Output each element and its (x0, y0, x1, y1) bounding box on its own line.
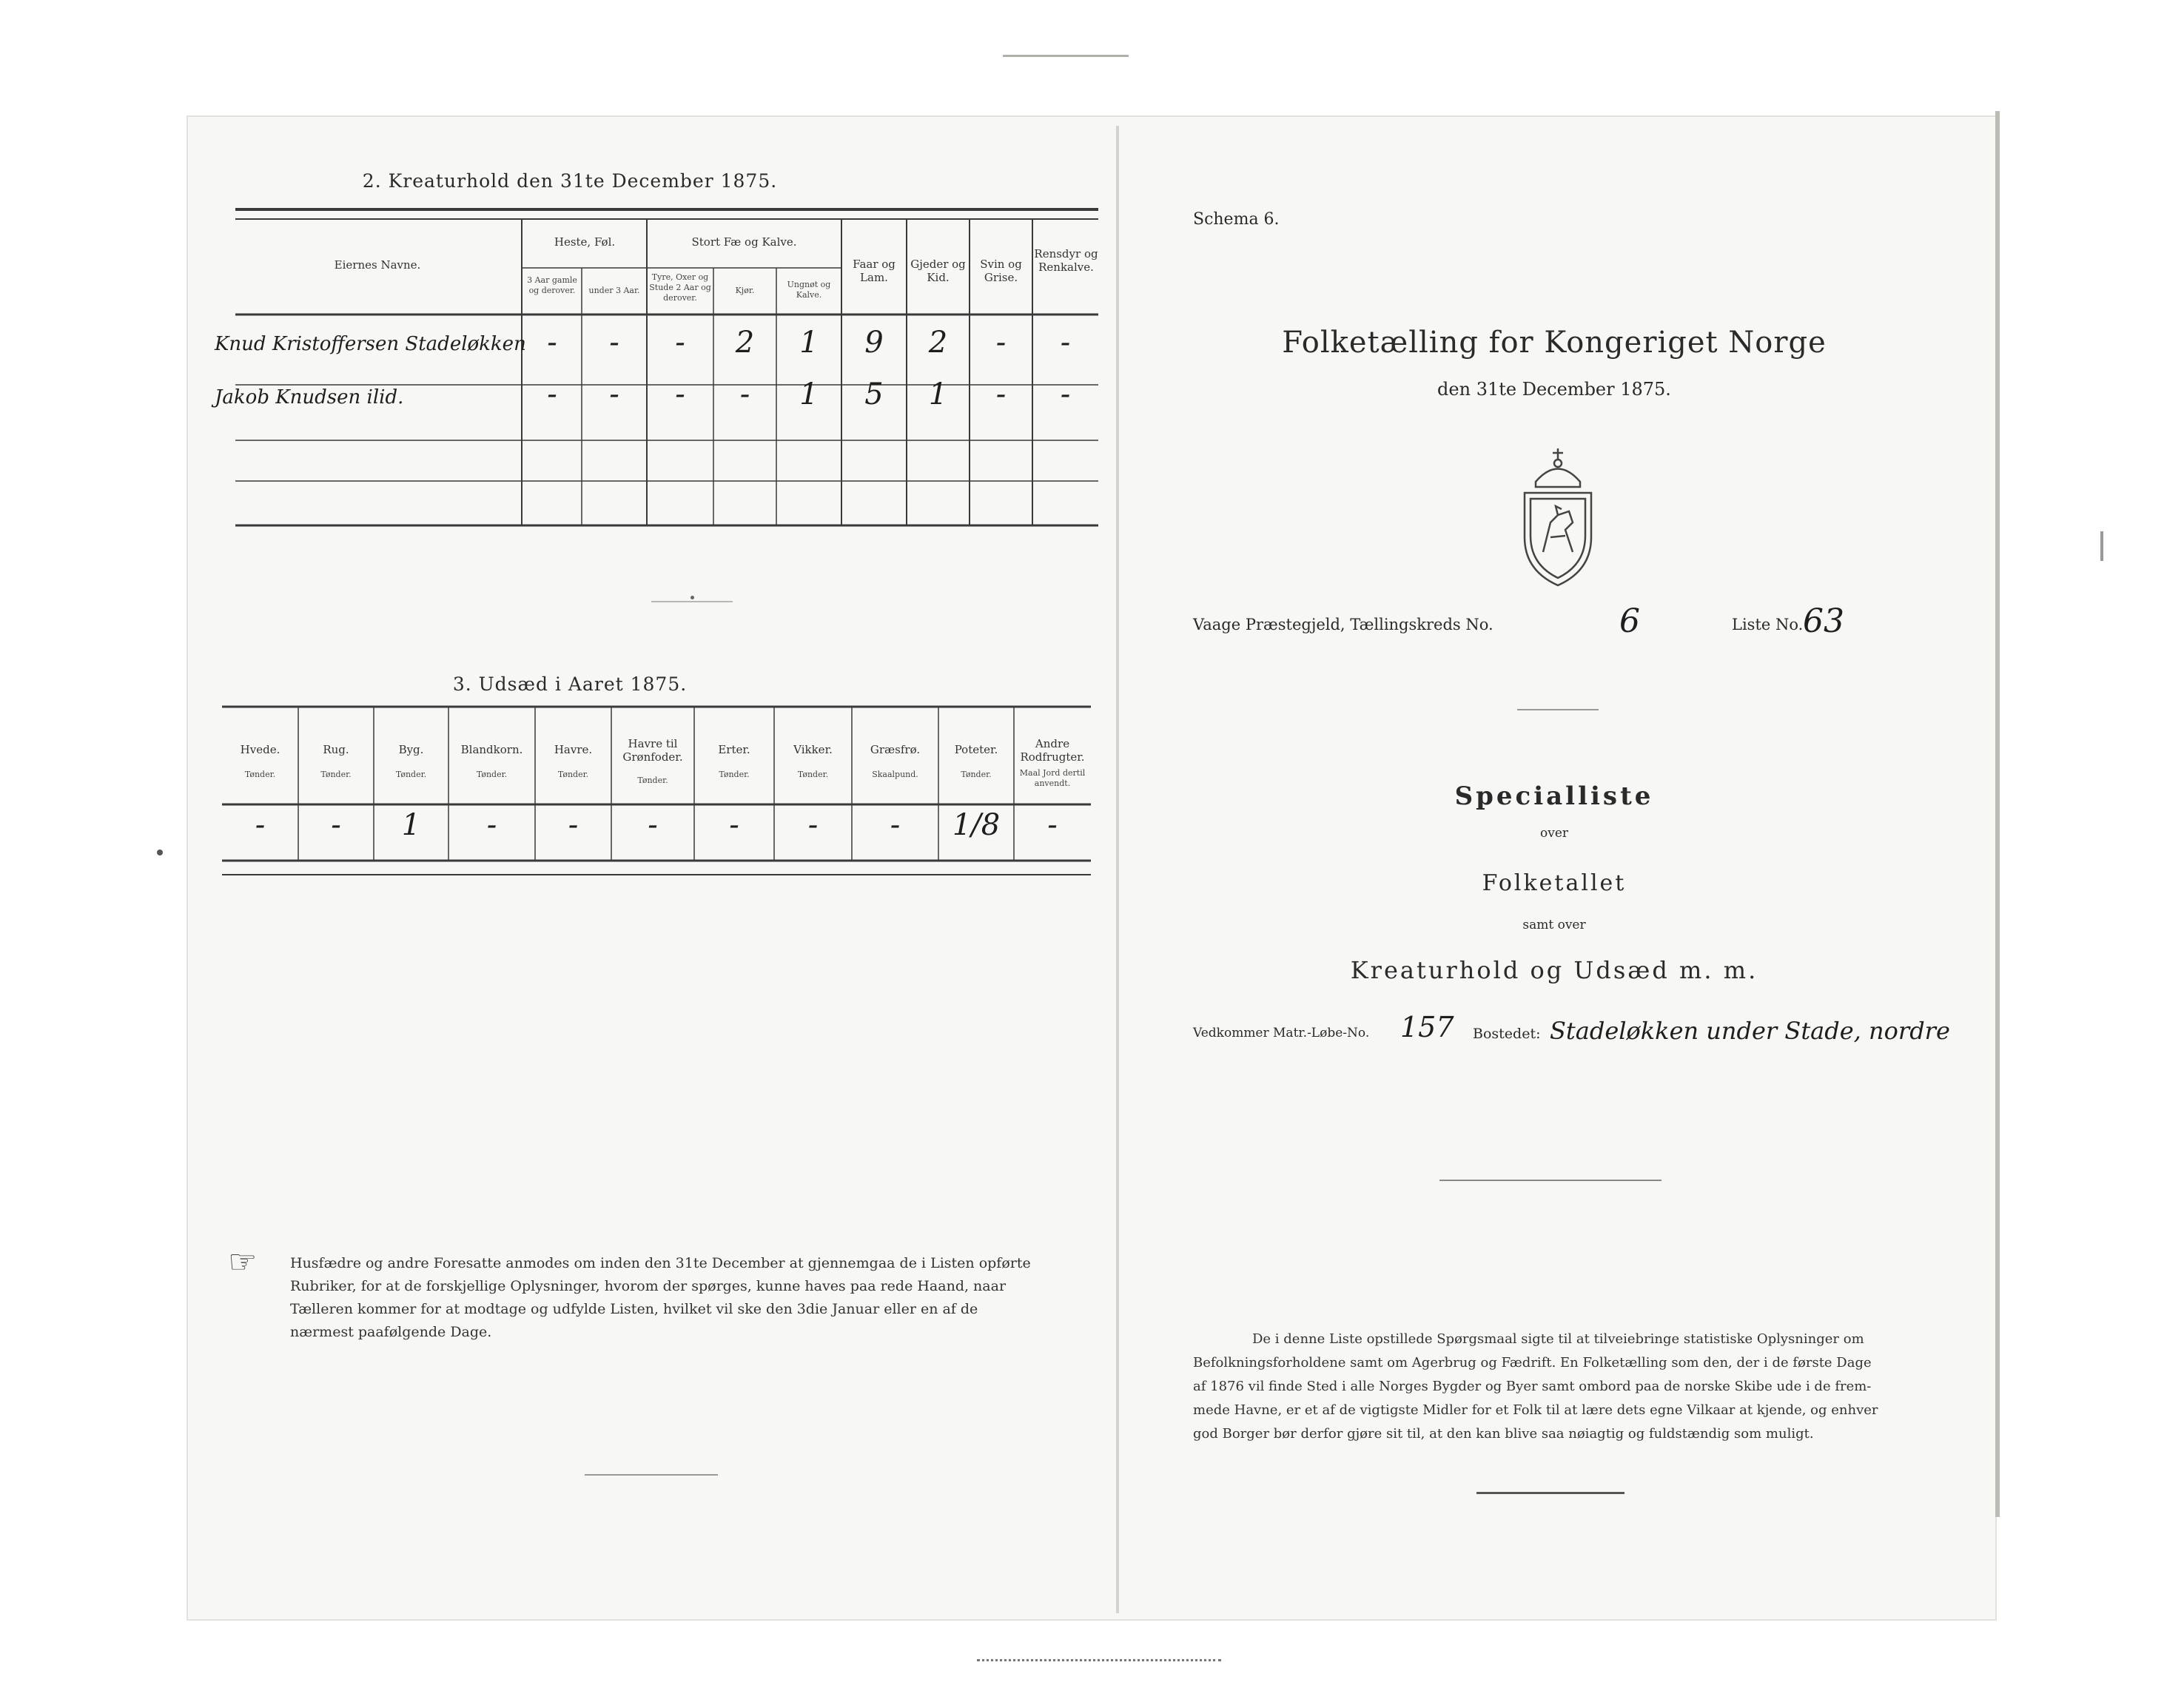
cell-gjeder: 1 (928, 377, 948, 411)
divider (1439, 1180, 1661, 1181)
col-svin: Svin og Grise. (980, 258, 1022, 284)
cell-heste-young: - (609, 326, 619, 360)
district-number: 6 (1619, 602, 1640, 640)
col-graesfro: Græsfrø. (870, 743, 921, 756)
col-rug: Rug. (323, 743, 349, 756)
stort-sub3: Ungnøt og Kalve. (787, 280, 831, 300)
cell-ungnot: 1 (799, 377, 819, 411)
cell-ungnot: 1 (799, 326, 819, 360)
notice-line: Husfædre og andre Foresatte anmodes om inden den 31te December at gjennemgaa de i Listen opførte (290, 1255, 1031, 1271)
col-havre: Havre. (554, 743, 593, 756)
pointing-hand-icon: ☞ (228, 1243, 258, 1281)
col-vikker: Vikker. (793, 743, 833, 756)
col-hvede-unit: Tønder. (244, 770, 276, 779)
coat-of-arms-icon (1510, 441, 1606, 589)
footer-rule (585, 1474, 718, 1476)
cell-svin: - (995, 377, 1007, 411)
cell-kjor: - (739, 377, 750, 411)
cell-rug: - (331, 808, 341, 842)
schema-label: Schema 6. (1193, 210, 1280, 229)
cell-poteter: 1/8 (952, 808, 1001, 842)
cell-heste-old: - (547, 377, 557, 411)
specialliste-title: Specialliste (1454, 781, 1654, 811)
col-havre-gronfoder: Havre til Grønfoder. (622, 737, 683, 764)
cell-svin: - (995, 326, 1007, 360)
cell-tyre: - (675, 377, 685, 411)
cell-faar: 5 (864, 377, 884, 411)
footnote-line: mede Havne, er et af de vigtigste Midler for et Folk til at lære dets egne Vilkaar at kjende, og enhver (1193, 1402, 1878, 1418)
cell-tyre: - (675, 326, 685, 360)
col-andre-rodfrugter: Andre Rodfrugter. (1020, 737, 1085, 764)
main-title: Folketælling for Kongeriget Norge (1282, 326, 1827, 360)
cell-blandkorn: - (486, 808, 497, 842)
heste-sub1: 3 Aar gamle og derover. (527, 275, 577, 295)
footnote-line: Befolkningsforholdene samt om Agerbrug og Fædrift. En Folketælling som den, der i de første Dage (1193, 1355, 1872, 1371)
cell-byg: 1 (401, 808, 421, 842)
matr-number: 157 (1400, 1011, 1454, 1043)
cell-gjeder: 2 (928, 326, 948, 360)
notice-line: Tælleren kommer for at modtage og udfylde Listen, hvilket vil ske den 3die Januar eller en af de (290, 1301, 978, 1317)
stort-sub2: Kjør. (735, 286, 755, 295)
over-label: over (1539, 826, 1569, 841)
divider (1517, 709, 1599, 710)
section3-title: 3. Udsæd i Aaret 1875. (452, 673, 688, 695)
census-footnote (1193, 1328, 1941, 1446)
householder-notice (290, 1252, 1052, 1344)
col-owner-names: Eiernes Navne. (334, 258, 421, 272)
census-date: den 31te December 1875. (1437, 379, 1671, 400)
col-blandkorn: Blandkorn. (460, 743, 523, 756)
col-faar: Faar og Lam. (853, 258, 896, 284)
liste-label: Liste No. (1732, 616, 1804, 633)
cell-rensdyr: - (1060, 377, 1071, 411)
kreaturhold-title: Kreaturhold og Udsæd m. m. (1350, 956, 1758, 984)
cell-kjor: 2 (735, 326, 755, 360)
col-hvede: Hvede. (240, 743, 280, 756)
heste-sub2: under 3 Aar. (588, 286, 640, 295)
cell-heste-old: - (547, 326, 557, 360)
samt-over-label: samt over (1522, 918, 1586, 932)
cell-graesfro: - (890, 808, 901, 842)
bosted-value: Stadeløkken under Stade, nordre (1550, 1017, 1950, 1045)
liste-number: 63 (1803, 602, 1844, 640)
bosted-label: Bostedet: (1473, 1026, 1541, 1042)
grp-heste: Heste, Føl. (554, 235, 616, 249)
col-blandkorn-unit: Tønder. (476, 770, 508, 779)
col-graesfro-unit: Skaalpund. (872, 770, 918, 779)
col-gjeder: Gjeder og Kid. (910, 258, 966, 284)
col-erter: Erter. (718, 743, 750, 756)
col-andre-rodfrugter-unit: Maal Jord dertil anvendt. (1019, 768, 1086, 788)
scan-mark-bottom (977, 1655, 1221, 1661)
col-byg-unit: Tønder. (395, 770, 427, 779)
stort-sub1: Tyre, Oxer og Stude 2 Aar og derover. (649, 272, 711, 303)
cell-havre-gronfoder: - (648, 808, 658, 842)
cell-rensdyr: - (1060, 326, 1071, 360)
col-rug-unit: Tønder. (320, 770, 352, 779)
col-poteter-unit: Tønder. (961, 770, 992, 779)
col-rensdyr: Rensdyr og Renkalve. (1034, 247, 1098, 274)
footer-rule (1476, 1492, 1624, 1494)
owner-name: Knud Kristoffersen Stadeløkken (215, 333, 526, 355)
footnote-line: af 1876 vil finde Sted i alle Norges Bygder og Byer samt ombord paa de norske Skibe ude i de frem- (1193, 1379, 1872, 1394)
cell-andre-rodfrugter: - (1047, 808, 1058, 842)
owner-name: Jakob Knudsen ilid. (215, 386, 404, 408)
notice-line: nærmest paafølgende Dage. (290, 1324, 492, 1340)
matr-label: Vedkommer Matr.-Løbe-No. (1193, 1026, 1370, 1040)
col-havre-gronfoder-unit: Tønder. (637, 776, 668, 785)
notice-line: Rubriker, for at de forskjellige Oplysninger, hvorom der spørges, kunne haves paa rede Haand, naar (290, 1278, 1007, 1294)
cell-vikker: - (807, 808, 819, 842)
cell-erter: - (729, 808, 739, 842)
folketallet-label: Folketallet (1482, 870, 1627, 896)
col-vikker-unit: Tønder. (797, 770, 829, 779)
cell-heste-young: - (609, 377, 619, 411)
col-poteter: Poteter. (954, 743, 998, 756)
col-erter-unit: Tønder. (719, 770, 750, 779)
district-label: Vaage Præstegjeld, Tællingskreds No. (1193, 616, 1493, 633)
cell-faar: 9 (864, 326, 884, 360)
cell-havre: - (568, 808, 579, 842)
cell-hvede: - (255, 808, 266, 842)
footnote-line: god Borger bør derfor gjøre sit til, at den kan blive saa nøiagtig og fuldstændig som muligt. (1193, 1426, 1814, 1442)
grp-stort-fae: Stort Fæ og Kalve. (691, 235, 797, 249)
col-byg: Byg. (398, 743, 424, 756)
section2-title: 2. Kreaturhold den 31te December 1875. (362, 170, 778, 192)
col-havre-unit: Tønder. (557, 770, 589, 779)
footnote-line: De i denne Liste opstillede Spørgsmaal sigte til at tilveiebringe statistiske Oplysninger om (1252, 1331, 1864, 1347)
